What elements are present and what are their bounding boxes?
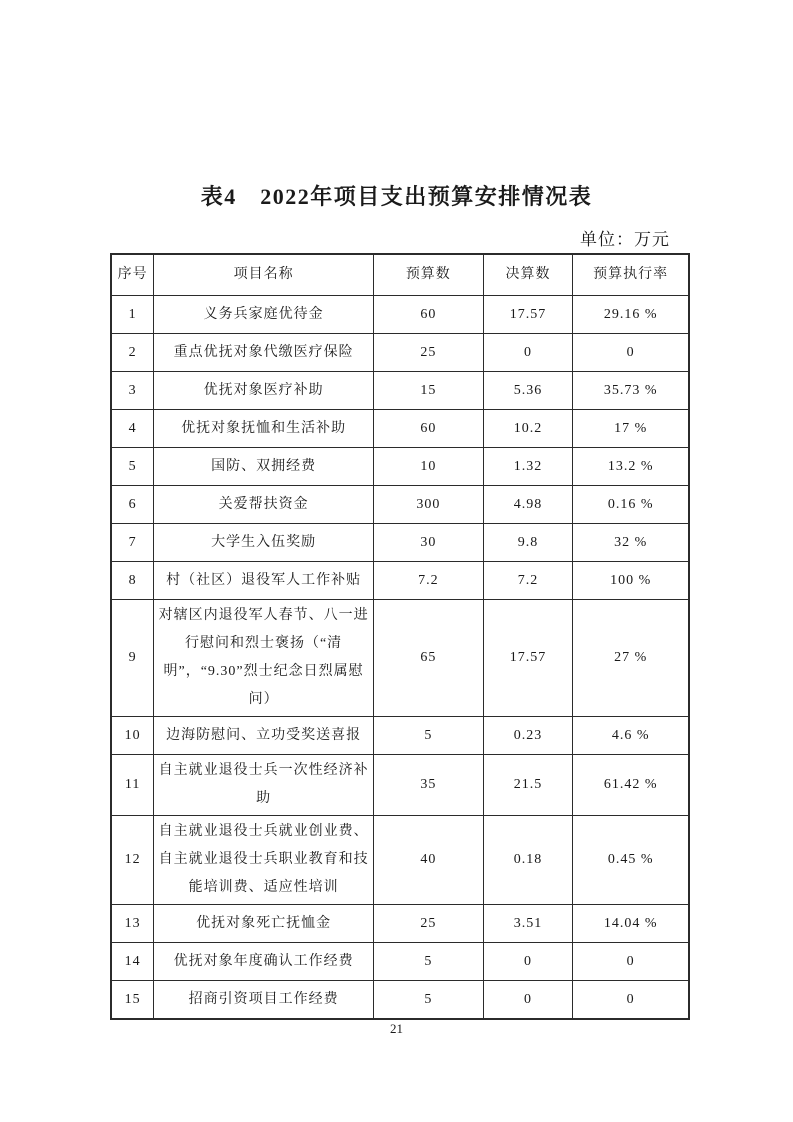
- table-row: [111, 296, 689, 334]
- cell-no: 9: [111, 600, 154, 717]
- cell-rate: 29.16 %: [573, 296, 689, 334]
- cell-rate: 100 %: [573, 562, 689, 600]
- column-header-budget: 预算数: [373, 254, 483, 296]
- column-header-name: 项目名称: [154, 254, 374, 296]
- cell-final: 10.2: [483, 410, 573, 448]
- cell-rate: 0: [573, 943, 689, 981]
- cell-no: 5: [111, 448, 154, 486]
- table-row: [111, 410, 689, 448]
- cell-final: 0.23: [483, 717, 573, 755]
- cell-rate: 0: [573, 981, 689, 1020]
- cell-budget: 5: [373, 981, 483, 1020]
- cell-budget: 5: [373, 943, 483, 981]
- cell-budget: 10: [373, 448, 483, 486]
- cell-budget: 40: [373, 816, 483, 905]
- cell-no: 3: [111, 372, 154, 410]
- table-row: [111, 448, 689, 486]
- cell-name: 重点优抚对象代缴医疗保险: [154, 334, 374, 372]
- table-row: [111, 334, 689, 372]
- cell-final: 0: [483, 334, 573, 372]
- table-row: [111, 816, 689, 905]
- cell-budget: 7.2: [373, 562, 483, 600]
- cell-name: 优抚对象死亡抚恤金: [154, 905, 374, 943]
- table-row: [111, 524, 689, 562]
- unit-label: 单位：万元: [580, 230, 670, 249]
- cell-rate: 32 %: [573, 524, 689, 562]
- cell-final: 1.32: [483, 448, 573, 486]
- cell-final: 0.18: [483, 816, 573, 905]
- cell-rate: 61.42 %: [573, 755, 689, 816]
- column-header-no: 序号: [111, 254, 154, 296]
- cell-rate: 4.6 %: [573, 717, 689, 755]
- cell-no: 10: [111, 717, 154, 755]
- cell-final: 21.5: [483, 755, 573, 816]
- table-row: [111, 562, 689, 600]
- budget-table: [110, 253, 690, 1020]
- cell-final: 0: [483, 981, 573, 1020]
- cell-name: 优抚对象医疗补助: [154, 372, 374, 410]
- cell-no: 4: [111, 410, 154, 448]
- table-row: [111, 981, 689, 1020]
- cell-budget: 5: [373, 717, 483, 755]
- cell-no: 12: [111, 816, 154, 905]
- cell-rate: 13.2 %: [573, 448, 689, 486]
- page-number: 21: [390, 1021, 403, 1036]
- cell-no: 11: [111, 755, 154, 816]
- cell-name: 村（社区）退役军人工作补贴: [154, 562, 374, 600]
- cell-rate: 27 %: [573, 600, 689, 717]
- cell-final: 3.51: [483, 905, 573, 943]
- cell-final: 7.2: [483, 562, 573, 600]
- cell-name: 关爱帮扶资金: [154, 486, 374, 524]
- cell-name: 优抚对象年度确认工作经费: [154, 943, 374, 981]
- cell-no: 2: [111, 334, 154, 372]
- cell-name: 国防、双拥经费: [154, 448, 374, 486]
- cell-no: 14: [111, 943, 154, 981]
- table-row: [111, 486, 689, 524]
- table-row: [111, 755, 689, 816]
- cell-final: 5.36: [483, 372, 573, 410]
- table-row: [111, 600, 689, 717]
- cell-budget: 65: [373, 600, 483, 717]
- cell-budget: 300: [373, 486, 483, 524]
- column-header-final: 决算数: [483, 254, 573, 296]
- cell-budget: 60: [373, 410, 483, 448]
- table-row: [111, 717, 689, 755]
- cell-name: 大学生入伍奖励: [154, 524, 374, 562]
- cell-name: 招商引资项目工作经费: [154, 981, 374, 1020]
- cell-budget: 35: [373, 755, 483, 816]
- cell-name: 边海防慰问、立功受奖送喜报: [154, 717, 374, 755]
- document-title: 表4 2022年项目支出预算安排情况表: [200, 184, 593, 209]
- table-header-row: [111, 254, 689, 296]
- cell-no: 6: [111, 486, 154, 524]
- cell-no: 7: [111, 524, 154, 562]
- cell-budget: 15: [373, 372, 483, 410]
- cell-final: 0: [483, 943, 573, 981]
- cell-budget: 25: [373, 334, 483, 372]
- cell-rate: 14.04 %: [573, 905, 689, 943]
- cell-name: 对辖区内退役军人春节、八一进行慰问和烈士褒扬（“清明”，“9.30”烈士纪念日烈属慰问）: [154, 600, 374, 717]
- cell-name: 自主就业退役士兵就业创业费、自主就业退役士兵职业教育和技能培训费、适应性培训: [154, 816, 374, 905]
- cell-final: 17.57: [483, 296, 573, 334]
- column-header-rate: 预算执行率: [573, 254, 689, 296]
- cell-rate: 17 %: [573, 410, 689, 448]
- cell-final: 9.8: [483, 524, 573, 562]
- cell-final: 4.98: [483, 486, 573, 524]
- cell-no: 1: [111, 296, 154, 334]
- cell-final: 17.57: [483, 600, 573, 717]
- cell-name: 优抚对象抚恤和生活补助: [154, 410, 374, 448]
- cell-rate: 35.73 %: [573, 372, 689, 410]
- cell-no: 13: [111, 905, 154, 943]
- table-body: [111, 296, 689, 1020]
- cell-name: 自主就业退役士兵一次性经济补助: [154, 755, 374, 816]
- cell-budget: 30: [373, 524, 483, 562]
- cell-budget: 60: [373, 296, 483, 334]
- table-row: [111, 905, 689, 943]
- cell-name: 义务兵家庭优待金: [154, 296, 374, 334]
- cell-rate: 0: [573, 334, 689, 372]
- cell-budget: 25: [373, 905, 483, 943]
- table-row: [111, 943, 689, 981]
- table-row: [111, 372, 689, 410]
- cell-no: 15: [111, 981, 154, 1020]
- cell-no: 8: [111, 562, 154, 600]
- cell-rate: 0.16 %: [573, 486, 689, 524]
- cell-rate: 0.45 %: [573, 816, 689, 905]
